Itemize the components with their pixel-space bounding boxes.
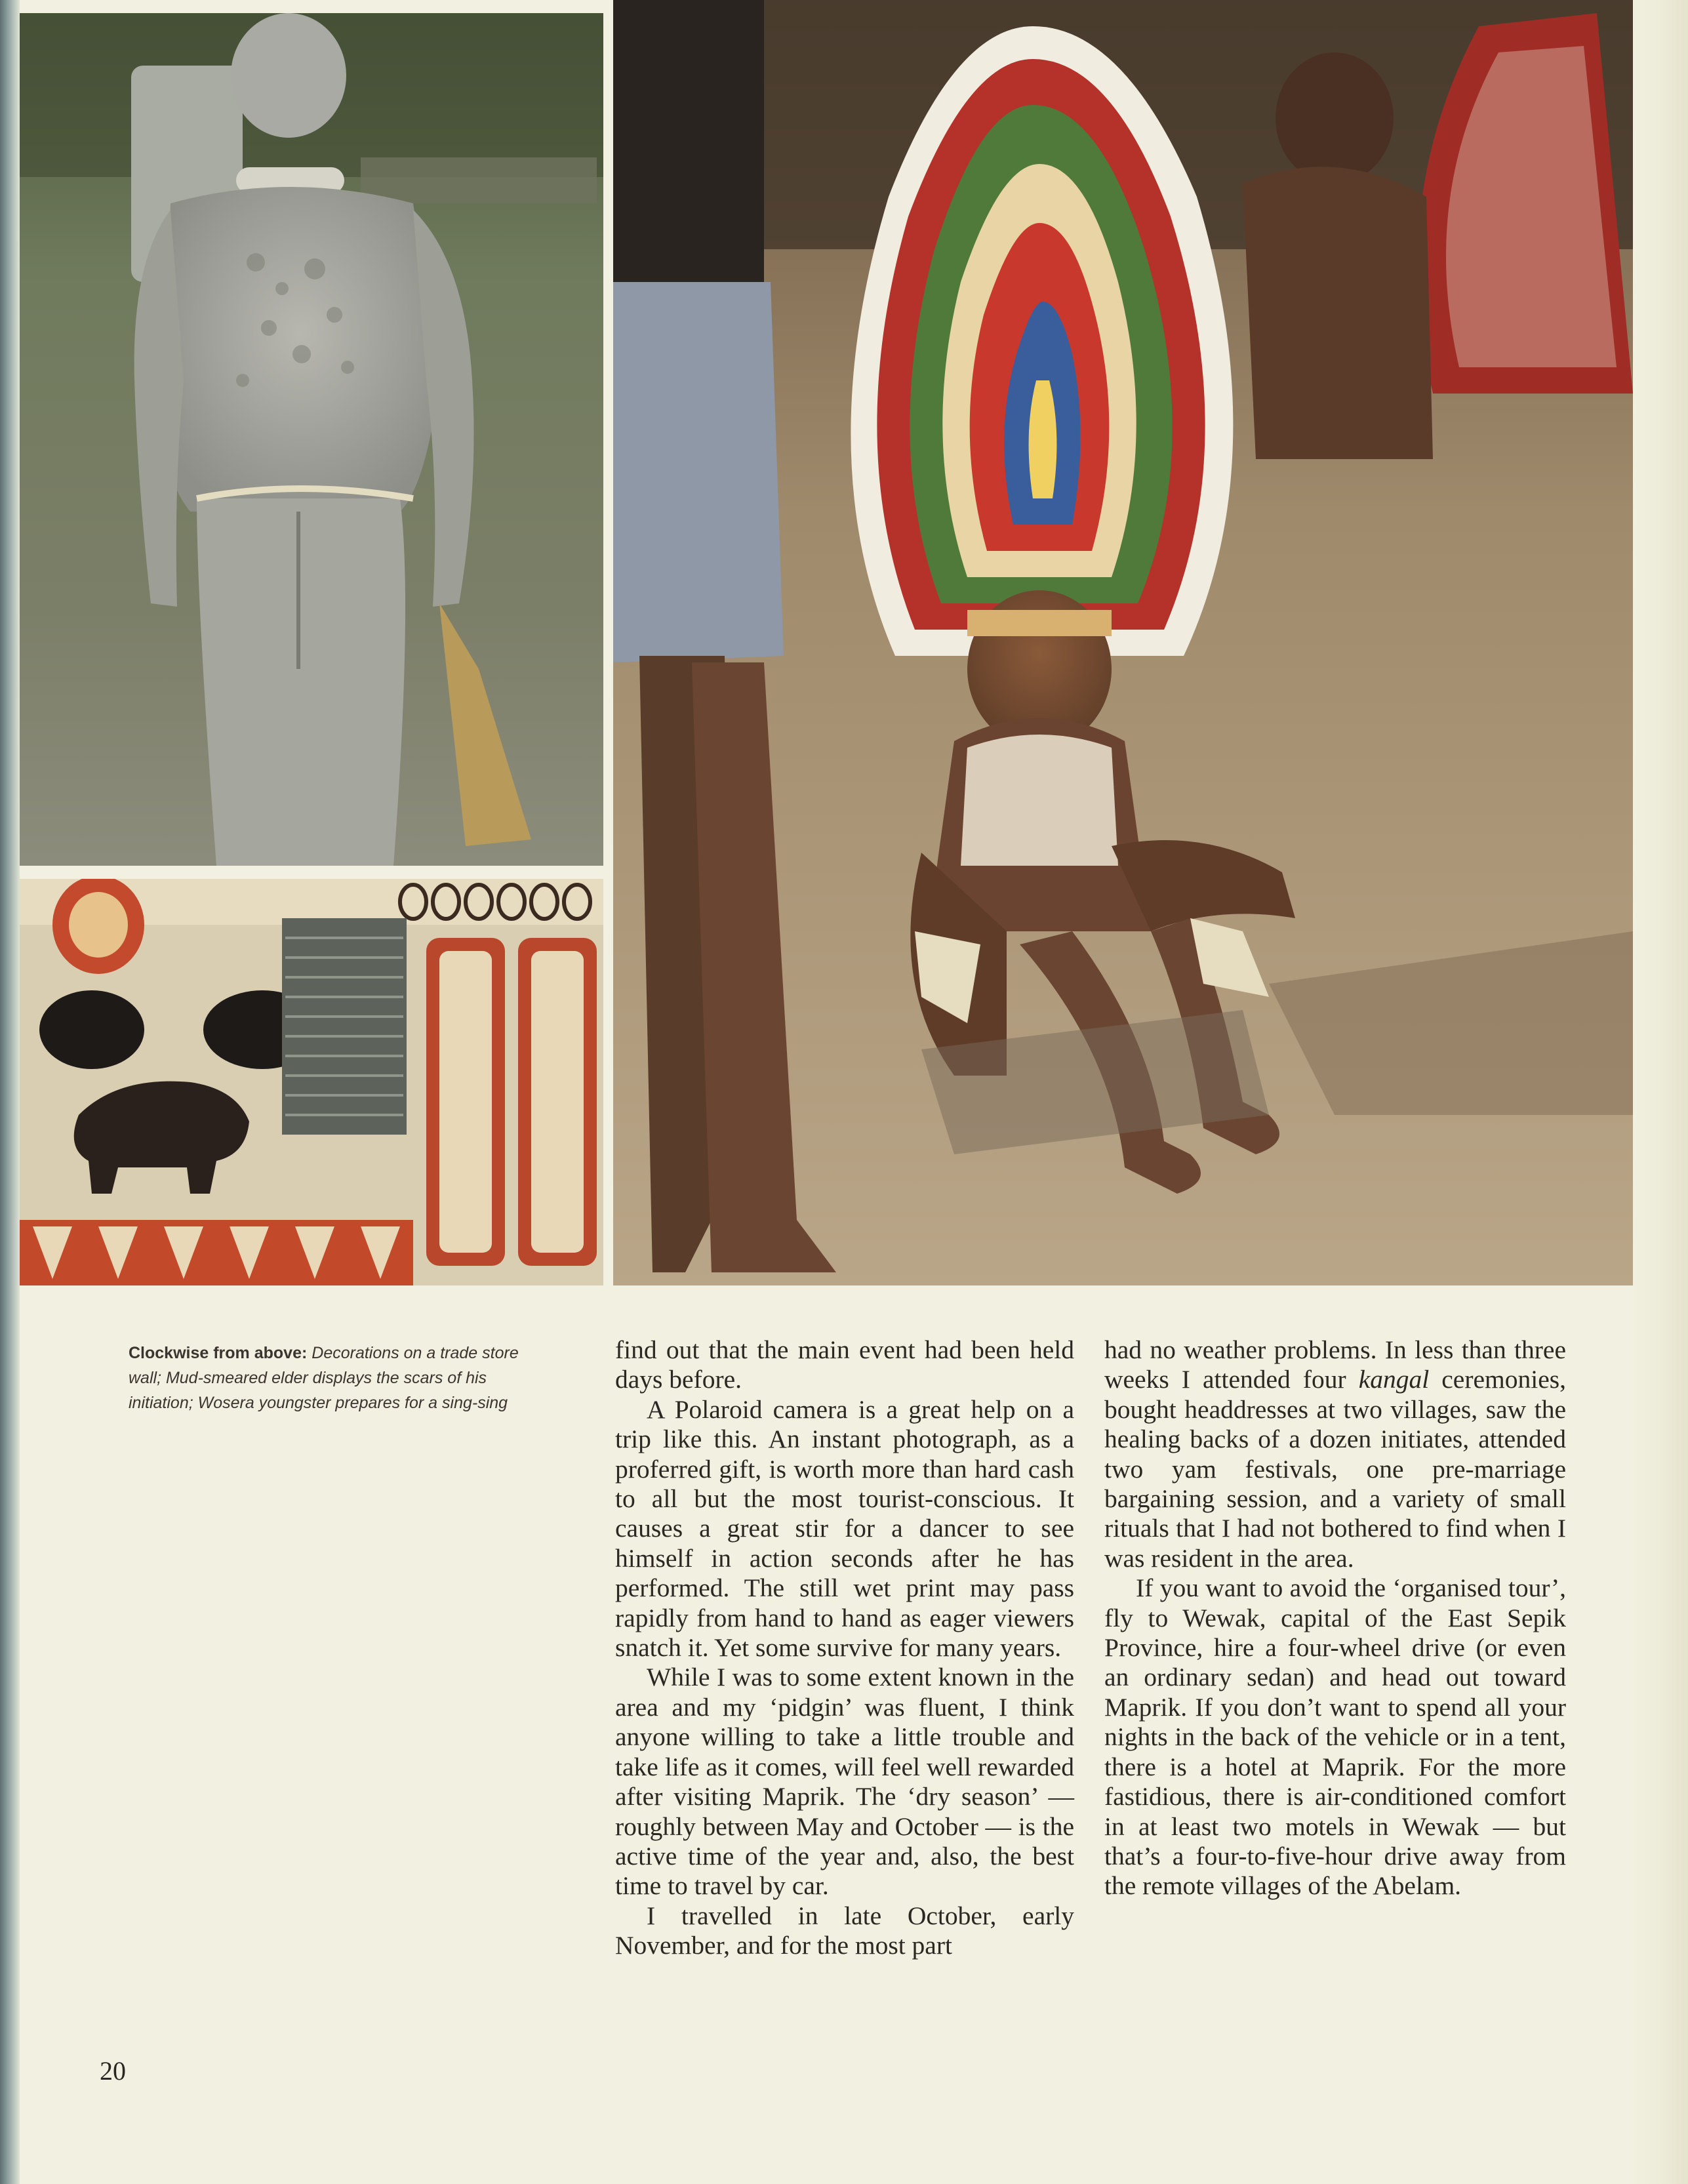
mud-smeared-elder-photo-icon [20,13,603,866]
column1-paragraph-2: A Polaroid camera is a great help on a trip like this. An instant photograph, as a proferred gift, is worth more than hard cash to all but the most tourist-conscious. It causes a great stir for a dancer to see himself in action seconds after he has performed. The still wet print may pass rapidly from hand to hand as eager viewers snatch it. Yet some survive for many years. [615,1394,1074,1663]
column2-p1-before: had no weather problems. In less than three weeks I attended four [1104,1335,1566,1394]
wosera-youngster-photo-icon [613,0,1633,1285]
photo-trade-store-wall [20,879,603,1285]
page-edge [1629,0,1688,2184]
page-spine-shadow [0,0,20,2184]
photo-mud-smeared-elder [20,13,603,866]
article-column-1 [615,1335,1074,1961]
photo-caption [129,1341,522,1415]
column2-p1-italic: kangal [1358,1365,1430,1394]
page-number: 20 [100,2056,126,2086]
column2-paragraph-2: If you want to avoid the ‘organised tour’, fly to Wewak, capital of the East Sepik Province, hire a four-wheel drive (or even an ordinary sedan) and head out toward Maprik. If you don’t want to spend all your nights in the back of the vehicle or in a tent, there is a hotel at Maprik. For the more fastidious, there is air-conditioned comfort in at least two motels in Wewak — but that’s a four-to-five-hour drive away from the remote villages of the Abelam. [1104,1573,1566,1901]
caption-lead: Clockwise from above: [129,1344,308,1362]
column2-paragraph-1 [1104,1335,1566,1573]
column2-p1-after: ceremonies, bought headdresses at two villages, saw the healing backs of a dozen initiates, attended two yam festivals, one pre-marriage bargaining session, and a variety of small rituals that I had not bothered to find when I was resident in the area. [1104,1365,1567,1573]
column1-paragraph-1: find out that the main event had been held days before. [615,1335,1074,1394]
caption-text: Decorations on a trade store wall; Mud-smeared elder displays the scars of his initiation; Wosera youngster prepares for a sing-sing [129,1344,519,1412]
trade-store-wall-photo-icon [20,879,603,1285]
photo-wosera-youngster [613,0,1633,1285]
article-column-2 [1104,1335,1566,1901]
column1-paragraph-4: I travelled in late October, early November, and for the most part [615,1901,1074,1960]
column1-paragraph-3: While I was to some extent known in the area and my ‘pidgin’ was fluent, I think anyone willing to take a little trouble and take life as it comes, will feel well rewarded after visiting Maprik. The ‘dry season’ — roughly between May and October — is the active time of the year and, also, the best time to travel by car. [615,1663,1074,1901]
